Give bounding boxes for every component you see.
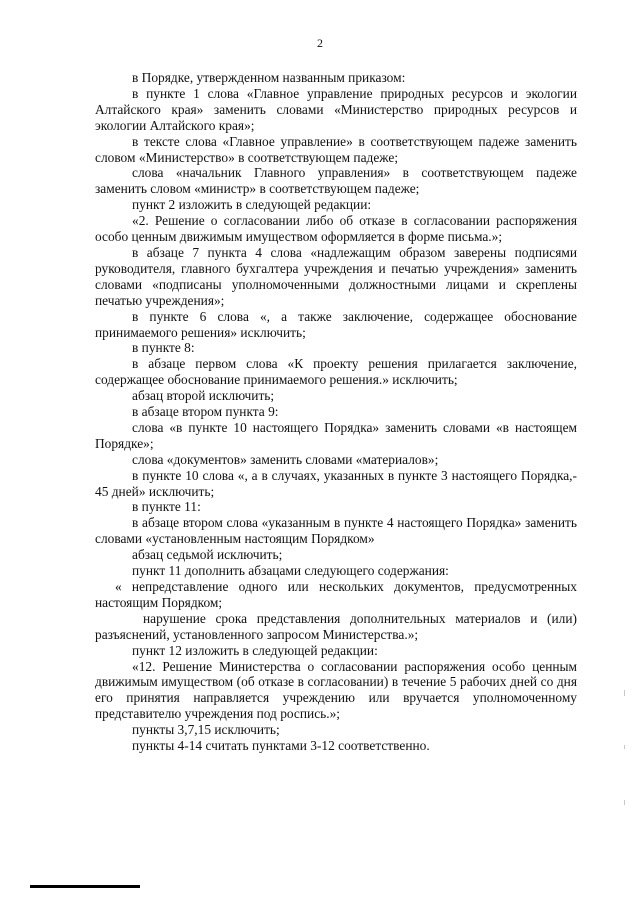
paragraph-11: абзац второй исключить; [132,388,275,404]
paragraph-7: в абзаце 7 пункта 4 слова «надлежащим образом заверены подписями руководителя, главного бухгалтера учреждения и печатью учреждения» заменить словами «подписаны уполномоченными должностными лицами и скреплены печатью учреждения»; [95,244,577,308]
paragraph-13: слова «в пункте 10 настоящего Порядка» заменить словами «в настоящем Порядке»; [95,419,577,451]
paragraph-21: нарушение срока представления дополнительных материалов и (или) разъяснений, установленного запросом Министерства.»; [95,610,577,642]
paragraph-22: пункт 12 изложить в следующей редакции: [132,642,378,658]
paragraph-4: слова «начальник Главного управления» в соответствующем падеже заменить словом «министр» в соответствующем падеже; [95,165,577,197]
paragraph-2: в пункте 1 слова «Главное управление природных ресурсов и экологии Алтайского края» заменить словами «Министерство природных ресурсов и экологии Алтайского края»; [95,85,577,133]
paragraph-5: пункт 2 изложить в следующей редакции: [132,197,372,213]
paragraph-15: в пункте 10 слова «, а в случаях, указанных в пункте 3 настоящего Порядка,- 45 дней» исключить; [95,467,577,499]
paragraph-18: абзац седьмой исключить; [132,547,283,563]
footer-rule [30,885,140,888]
paragraph-20: « непредставление одного или нескольких документов, предусмотренных настоящим Порядком; [95,579,577,610]
paragraph-14: слова «документов» заменить словами «материалов»; [132,451,439,467]
paragraph-17: в абзаце втором слова «указанным в пункте 4 настоящего Порядка» заменить словами «установленным настоящим Порядком» [95,515,577,547]
paragraph-9: в пункте 8: [132,340,195,356]
scan-artifact-mark [624,745,625,749]
scan-artifact-mark [624,800,625,805]
paragraph-19: пункт 11 дополнить абзацами следующего содержания: [132,563,449,579]
paragraph-16: в пункте 11: [132,499,201,515]
paragraph-23: «12. Решение Министерства о согласовании распоряжения особо ценным движимым имуществом (об отказе в согласовании) в течение 5 рабочих дней со дня его принятия направляется учреждению или вручается уполномоченному представителю учреждения под роспись.»; [95,658,577,722]
paragraph-8: в пункте 6 слова «, а также заключение, содержащее обоснование принимаемого решения» исключить; [95,308,577,340]
paragraph-12: в абзаце втором пункта 9: [132,404,279,420]
scan-artifact-mark [624,690,625,696]
paragraph-25: пункты 4-14 считать пунктами 3-12 соответственно. [132,738,430,754]
paragraph-1: в Порядке, утвержденном названным приказом: [132,70,406,85]
paragraph-10: в абзаце первом слова «К проекту решения прилагается заключение, содержащее обоснование принимаемого решения.» исключить; [95,356,577,388]
paragraph-24: пункты 3,7,15 исключить; [132,722,280,738]
document-body [95,70,577,754]
paragraph-6: «2. Решение о согласовании либо об отказе в согласовании распоряжения особо ценным движимым имуществом оформляется в форме письма.»; [95,213,577,245]
paragraph-3: в тексте слова «Главное управление» в соответствующем падеже заменить словом «Министерство» в соответствующем падеже; [95,133,577,165]
page-number: 2 [317,36,323,50]
